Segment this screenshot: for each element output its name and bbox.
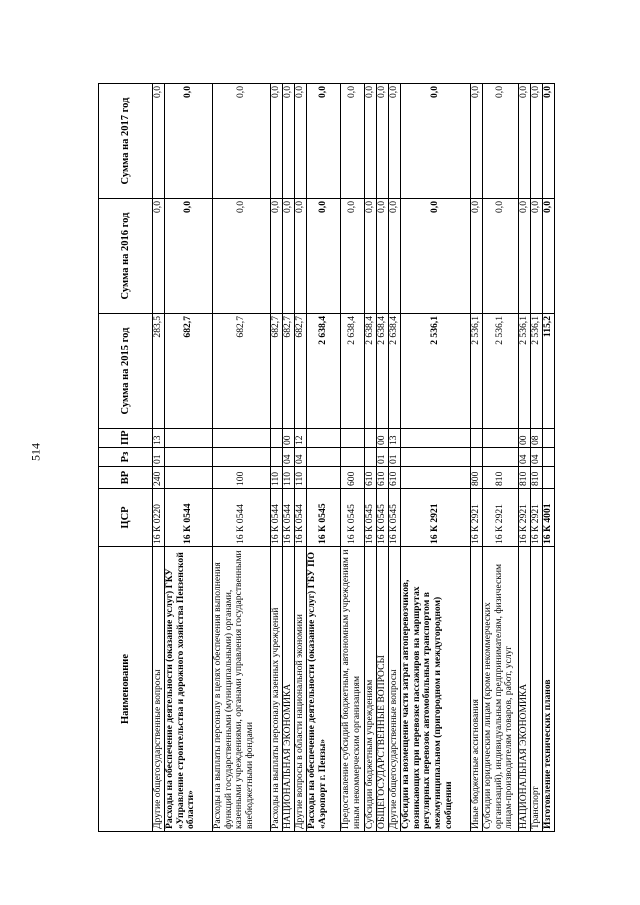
cell-name: ОБЩЕГОСУДАРСТВЕННЫЕ ВОПРОСЫ bbox=[377, 547, 389, 832]
cell-rz: 01 bbox=[389, 448, 401, 467]
cell-vr: 240 bbox=[153, 467, 165, 489]
cell-2016: 0,0 bbox=[531, 199, 543, 314]
cell-vr: 110 bbox=[295, 467, 307, 489]
cell-2015: 2 536,1 bbox=[531, 314, 543, 429]
cell-csr: 16 К 2921 bbox=[531, 489, 543, 547]
cell-vr: 810 bbox=[519, 467, 531, 489]
cell-pr bbox=[483, 429, 519, 448]
header-vr: ВР bbox=[99, 467, 153, 489]
cell-pr: 08 bbox=[531, 429, 543, 448]
cell-2017: 0,0 bbox=[341, 84, 365, 199]
table-row bbox=[401, 84, 471, 832]
header-rz: Рз bbox=[99, 448, 153, 467]
table-row bbox=[271, 84, 283, 832]
cell-rz: 01 bbox=[153, 448, 165, 467]
cell-2015: 682,7 bbox=[165, 314, 213, 429]
cell-2016: 0,0 bbox=[213, 199, 271, 314]
table-row bbox=[165, 84, 213, 832]
header-2015: Сумма на 2015 год bbox=[99, 314, 153, 429]
cell-name: НАЦИОНАЛЬНАЯ ЭКОНОМИКА bbox=[283, 547, 295, 832]
cell-pr bbox=[271, 429, 283, 448]
cell-2017: 0,0 bbox=[307, 84, 341, 199]
cell-rz: 04 bbox=[519, 448, 531, 467]
cell-2015: 115,2 bbox=[543, 314, 555, 429]
cell-pr bbox=[165, 429, 213, 448]
budget-table bbox=[98, 83, 555, 832]
cell-csr: 16 К 0544 bbox=[213, 489, 271, 547]
table-row bbox=[483, 84, 519, 832]
cell-2015: 2 638,4 bbox=[307, 314, 341, 429]
cell-vr: 810 bbox=[483, 467, 519, 489]
cell-name: Расходы на выплаты персоналу в целях обеспечения выполнения функций государственными (муниципальными) органами, казенными учреждениями, органами управления государственными внебюджетными фондами bbox=[213, 547, 271, 832]
cell-vr: 800 bbox=[471, 467, 483, 489]
cell-2016: 0,0 bbox=[341, 199, 365, 314]
cell-2017: 0,0 bbox=[531, 84, 543, 199]
table-row bbox=[153, 84, 165, 832]
cell-2016: 0,0 bbox=[471, 199, 483, 314]
cell-rz: 04 bbox=[531, 448, 543, 467]
header-csr: ЦСР bbox=[99, 489, 153, 547]
cell-2016: 0,0 bbox=[401, 199, 471, 314]
cell-2016: 0,0 bbox=[543, 199, 555, 314]
cell-csr: 16 К 0545 bbox=[389, 489, 401, 547]
cell-2017: 0,0 bbox=[213, 84, 271, 199]
cell-rz bbox=[165, 448, 213, 467]
cell-name: Расходы на выплаты персоналу казенных учреждений bbox=[271, 547, 283, 832]
cell-2015: 2 638,4 bbox=[389, 314, 401, 429]
cell-csr: 16 К 2921 bbox=[519, 489, 531, 547]
cell-vr: 610 bbox=[365, 467, 377, 489]
cell-name: Изготовление технических планов bbox=[543, 547, 555, 832]
cell-2017: 0,0 bbox=[401, 84, 471, 199]
cell-pr: 00 bbox=[283, 429, 295, 448]
cell-2017: 0,0 bbox=[271, 84, 283, 199]
cell-2016: 0,0 bbox=[283, 199, 295, 314]
cell-rz: 04 bbox=[283, 448, 295, 467]
cell-rz bbox=[271, 448, 283, 467]
cell-rz bbox=[483, 448, 519, 467]
cell-name: Транспорт bbox=[531, 547, 543, 832]
table-row bbox=[389, 84, 401, 832]
cell-csr: 16 К 0544 bbox=[295, 489, 307, 547]
table-row bbox=[307, 84, 341, 832]
cell-vr: 110 bbox=[283, 467, 295, 489]
cell-name: Расходы на обеспечение деятельности (оказание услуг) ГКУ «Управление строительства и дорожного хозяйства Пензенской области» bbox=[165, 547, 213, 832]
cell-name: Другие общегосударственные вопросы bbox=[153, 547, 165, 832]
table-row bbox=[543, 84, 555, 832]
cell-csr: 16 К 2921 bbox=[483, 489, 519, 547]
table-row bbox=[213, 84, 271, 832]
cell-2017: 0,0 bbox=[483, 84, 519, 199]
cell-name: Другие вопросы в области национальной экономики bbox=[295, 547, 307, 832]
cell-2017: 0,0 bbox=[295, 84, 307, 199]
cell-vr: 610 bbox=[389, 467, 401, 489]
cell-vr bbox=[165, 467, 213, 489]
cell-rz bbox=[365, 448, 377, 467]
cell-rz bbox=[213, 448, 271, 467]
cell-pr bbox=[365, 429, 377, 448]
header-pr: ПР bbox=[99, 429, 153, 448]
cell-csr: 16 К 4001 bbox=[543, 489, 555, 547]
cell-2016: 0,0 bbox=[519, 199, 531, 314]
table-row bbox=[531, 84, 543, 832]
table-row bbox=[471, 84, 483, 832]
cell-pr bbox=[543, 429, 555, 448]
cell-pr bbox=[341, 429, 365, 448]
cell-2015: 283,5 bbox=[153, 314, 165, 429]
cell-name: НАЦИОНАЛЬНАЯ ЭКОНОМИКА bbox=[519, 547, 531, 832]
cell-2015: 682,7 bbox=[271, 314, 283, 429]
cell-2017: 0,0 bbox=[471, 84, 483, 199]
cell-2017: 0,0 bbox=[165, 84, 213, 199]
cell-2015: 2 536,1 bbox=[483, 314, 519, 429]
rotated-table-container bbox=[98, 84, 564, 832]
cell-rz: 04 bbox=[295, 448, 307, 467]
cell-2016: 0,0 bbox=[483, 199, 519, 314]
cell-name: Субсидии юридическим лицам (кроме некоммерческих организаций), индивидуальным предпринимателям, физическим лицам-производителям товаров, работ, услуг bbox=[483, 547, 519, 832]
cell-name: Иные бюджетные ассигнования bbox=[471, 547, 483, 832]
cell-pr: 00 bbox=[377, 429, 389, 448]
cell-csr: 16 К 0220 bbox=[153, 489, 165, 547]
header-2017: Сумма на 2017 год bbox=[99, 84, 153, 199]
cell-vr: 610 bbox=[377, 467, 389, 489]
cell-csr: 16 К 0545 bbox=[307, 489, 341, 547]
cell-rz bbox=[471, 448, 483, 467]
cell-csr: 16 К 0544 bbox=[283, 489, 295, 547]
table-row bbox=[341, 84, 365, 832]
cell-csr: 16 К 0545 bbox=[341, 489, 365, 547]
cell-vr bbox=[543, 467, 555, 489]
table-row bbox=[295, 84, 307, 832]
cell-2015: 2 638,4 bbox=[365, 314, 377, 429]
table-row bbox=[377, 84, 389, 832]
cell-2016: 0,0 bbox=[365, 199, 377, 314]
cell-pr bbox=[307, 429, 341, 448]
cell-csr: 16 К 0545 bbox=[377, 489, 389, 547]
cell-pr: 13 bbox=[389, 429, 401, 448]
cell-2017: 0,0 bbox=[519, 84, 531, 199]
cell-2017: 0,0 bbox=[389, 84, 401, 199]
cell-rz bbox=[307, 448, 341, 467]
cell-2016: 0,0 bbox=[389, 199, 401, 314]
cell-csr: 16 К 2921 bbox=[401, 489, 471, 547]
cell-pr bbox=[401, 429, 471, 448]
cell-2016: 0,0 bbox=[307, 199, 341, 314]
cell-2017: 0,0 bbox=[377, 84, 389, 199]
cell-2016: 0,0 bbox=[165, 199, 213, 314]
header-name: Наименование bbox=[99, 547, 153, 832]
cell-2015: 2 536,1 bbox=[519, 314, 531, 429]
cell-csr: 16 К 0545 bbox=[365, 489, 377, 547]
cell-2016: 0,0 bbox=[153, 199, 165, 314]
cell-name: Субсидии бюджетным учреждениям bbox=[365, 547, 377, 832]
cell-vr bbox=[401, 467, 471, 489]
cell-2017: 0,0 bbox=[153, 84, 165, 199]
cell-vr: 110 bbox=[271, 467, 283, 489]
cell-pr: 12 bbox=[295, 429, 307, 448]
cell-rz bbox=[401, 448, 471, 467]
cell-rz bbox=[341, 448, 365, 467]
table-row bbox=[365, 84, 377, 832]
cell-2017: 0,0 bbox=[365, 84, 377, 199]
cell-vr: 600 bbox=[341, 467, 365, 489]
header-row bbox=[99, 84, 153, 832]
cell-2015: 2 638,4 bbox=[341, 314, 365, 429]
cell-vr: 100 bbox=[213, 467, 271, 489]
cell-rz: 01 bbox=[377, 448, 389, 467]
cell-2016: 0,0 bbox=[271, 199, 283, 314]
cell-vr: 810 bbox=[531, 467, 543, 489]
cell-pr: 00 bbox=[519, 429, 531, 448]
table-row bbox=[283, 84, 295, 832]
header-2016: Сумма на 2016 год bbox=[99, 199, 153, 314]
cell-2015: 2 536,1 bbox=[471, 314, 483, 429]
cell-rz bbox=[543, 448, 555, 467]
cell-2015: 682,7 bbox=[213, 314, 271, 429]
cell-2015: 682,7 bbox=[283, 314, 295, 429]
cell-name: Расходы на обеспечение деятельности (оказание услуг) ГБУ ПО «Аэропорт г. Пензы» bbox=[307, 547, 341, 832]
cell-2017: 0,0 bbox=[283, 84, 295, 199]
cell-2017: 0,0 bbox=[543, 84, 555, 199]
cell-2015: 682,7 bbox=[295, 314, 307, 429]
cell-name: Субсидии на возмещение части затрат автоперевозчиков, возникающих при перевозке пассажиров на маршрутах регулярных перевозок автомобильным транспортом в межмуниципальном (пригородном и междугородном) сообщении bbox=[401, 547, 471, 832]
cell-csr: 16 К 0544 bbox=[271, 489, 283, 547]
cell-2015: 2 536,1 bbox=[401, 314, 471, 429]
page-number: 514 bbox=[28, 443, 43, 461]
table-row bbox=[519, 84, 531, 832]
cell-vr bbox=[307, 467, 341, 489]
cell-name: Предоставление субсидий бюджетным, автономным учреждениям и иным некоммерческим организациям bbox=[341, 547, 365, 832]
cell-pr bbox=[471, 429, 483, 448]
cell-pr: 13 bbox=[153, 429, 165, 448]
cell-2016: 0,0 bbox=[295, 199, 307, 314]
cell-name: Другие общегосударственные вопросы bbox=[389, 547, 401, 832]
cell-csr: 16 К 0544 bbox=[165, 489, 213, 547]
cell-2016: 0,0 bbox=[377, 199, 389, 314]
cell-pr bbox=[213, 429, 271, 448]
cell-csr: 16 К 2921 bbox=[471, 489, 483, 547]
cell-2015: 2 638,4 bbox=[377, 314, 389, 429]
